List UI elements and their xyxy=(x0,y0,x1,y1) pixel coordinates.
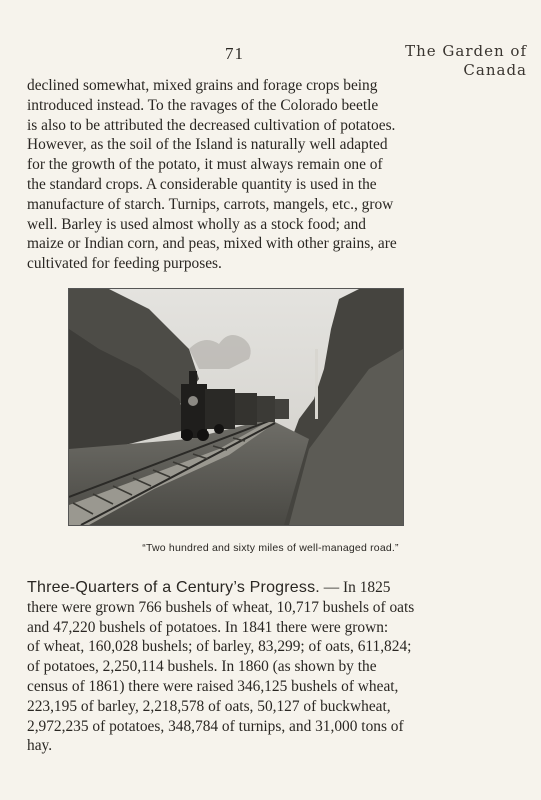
text-line: 2,972,235 of potatoes, 348,784 of turnips, and 31,000 tons of xyxy=(27,717,404,735)
running-title xyxy=(405,42,527,80)
text-line: well. Barley is used almost wholly as a stock food; and xyxy=(27,215,366,233)
text-line: manufacture of starch. Turnips, carrots, mangels, etc., grow xyxy=(27,195,394,213)
figure-caption: “Two hundred and sixty miles of well-managed road.” xyxy=(142,542,399,554)
page-number: 71 xyxy=(225,44,244,63)
text-line: hay. xyxy=(27,737,53,755)
running-title-line2: Canada xyxy=(463,61,527,79)
text-line: However, as the soil of the Island is naturally well adapted xyxy=(27,136,388,154)
text-line: maize or Indian corn, and peas, mixed with other grains, are xyxy=(27,235,397,253)
text-line: and 47,220 bushels of potatoes. In 1841 there were grown: xyxy=(27,618,389,636)
running-title-line1: The Garden of xyxy=(405,42,527,60)
paragraph-progress xyxy=(27,578,514,756)
train-photograph xyxy=(68,288,404,526)
paragraph-crops xyxy=(27,76,514,274)
section-heading: Three-Quarters of a Century’s Progress. xyxy=(27,579,320,596)
text-line: for the growth of the potato, it must always remain one of xyxy=(27,156,383,174)
section-heading-continuation: — In 1825 xyxy=(319,579,391,596)
text-line: introduced instead. To the ravages of the Colorado beetle xyxy=(27,96,379,114)
text-line: of potatoes, 2,250,114 bushels. In 1860 (as shown by the xyxy=(27,658,377,676)
text-line: declined somewhat, mixed grains and forage crops being xyxy=(27,77,378,94)
text-line: census of 1861) there were raised 346,125 bushels of wheat, xyxy=(27,677,399,695)
text-line: there were grown 766 bushels of wheat, 10,717 bushels of oats xyxy=(27,598,415,616)
text-line xyxy=(27,578,514,598)
text-line: of wheat, 160,028 bushels; of barley, 83,299; of oats, 611,824; xyxy=(27,638,412,656)
text-line: 223,195 of barley, 2,218,578 of oats, 50,127 of buckwheat, xyxy=(27,697,391,715)
text-line: cultivated for feeding purposes. xyxy=(27,255,222,273)
text-line: the standard crops. A considerable quantity is used in the xyxy=(27,175,377,193)
text-line: is also to be attributed the decreased cultivation of potatoes. xyxy=(27,116,396,134)
